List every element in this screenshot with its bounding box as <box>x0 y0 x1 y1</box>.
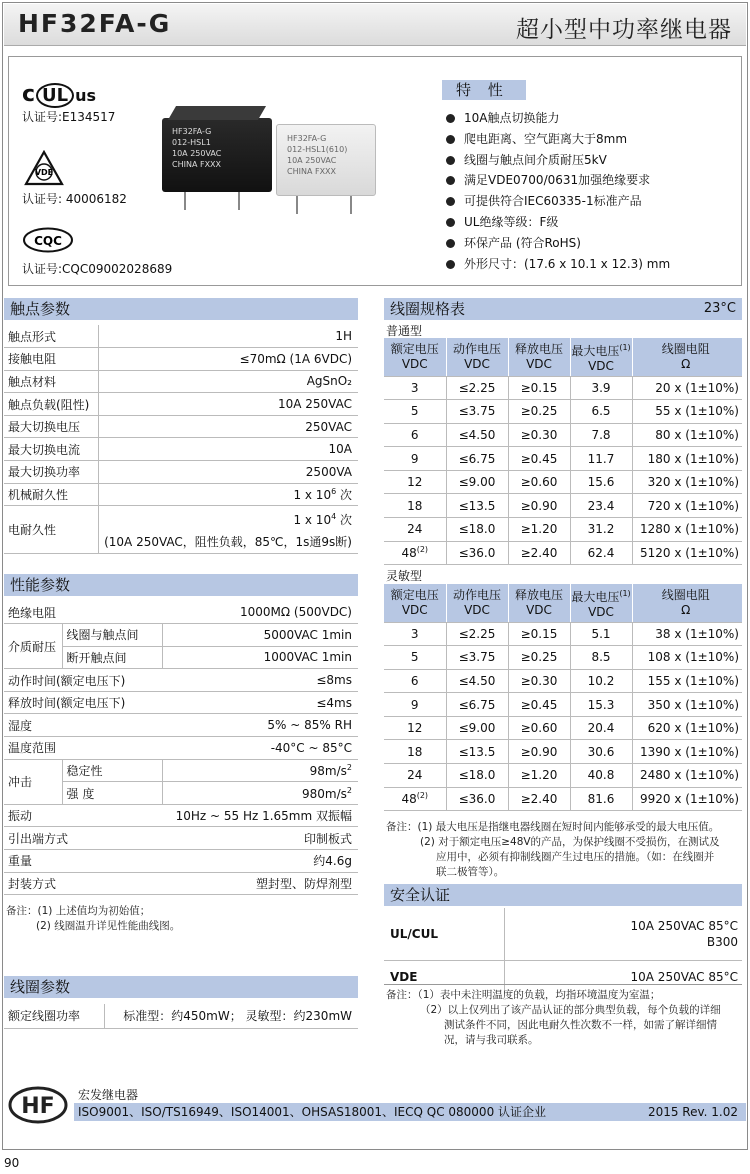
table-cell: 8.5 <box>570 646 632 670</box>
table-cell: ≤13.5 <box>446 494 508 518</box>
svg-text:CQC: CQC <box>34 234 62 248</box>
svg-text:VDE: VDE <box>34 168 54 177</box>
table-cell: ≥0.60 <box>508 470 570 494</box>
table-cell: 24 <box>384 518 446 542</box>
table-cell: ≥0.45 <box>508 447 570 471</box>
table-header-row: 额定电压 VDC 动作电压 VDC 释放电压 VDC 最大电压$^{(1)}$ VDC 线圈电阻 Ω <box>384 584 742 622</box>
table-cell: 12 <box>384 470 446 494</box>
table-row: 最大切换电压 250VAC <box>4 415 358 438</box>
svg-text:HF: HF <box>21 1094 55 1119</box>
table-cell: ≥0.25 <box>508 646 570 670</box>
table-cell: 15.6 <box>570 470 632 494</box>
table-cell: 108 x (1±10%) <box>632 646 742 670</box>
table-cell: ≤18.0 <box>446 764 508 788</box>
table-row: 机械耐久性 1 x $10^6$ 次 <box>4 483 358 506</box>
table-cell: 1280 x (1±10%) <box>632 518 742 542</box>
table-cell: ≤36.0 <box>446 541 508 565</box>
standard-coil-table <box>384 338 742 565</box>
safety-divider <box>384 984 742 985</box>
table-cell: ≥0.25 <box>508 400 570 424</box>
table-cell: 5120 x (1±10%) <box>632 541 742 565</box>
revision: 2015 Rev. 1.02 <box>647 1105 738 1119</box>
table-cell: ≥0.30 <box>508 423 570 447</box>
table-cell: 80 x (1±10%) <box>632 423 742 447</box>
table-cell: ≥0.60 <box>508 716 570 740</box>
table-cell: 7.8 <box>570 423 632 447</box>
table-row <box>384 669 742 693</box>
table-row <box>384 693 742 717</box>
table-cell: 350 x (1±10%) <box>632 693 742 717</box>
table-row <box>384 740 742 764</box>
table-cell: ≤13.5 <box>446 740 508 764</box>
table-row: 接触电阻 ≤70mΩ (1A 6VDC) <box>4 348 358 371</box>
table-cell: 155 x (1±10%) <box>632 669 742 693</box>
footer-cert-bar: ISO9001、ISO/TS16949、ISO14001、OHSAS18001、IECQ QC 080000 认证企业 2015 Rev. 1.02 <box>74 1103 746 1121</box>
table-header-row: 额定电压 VDC 动作电压 VDC 释放电压 VDC 最大电压$^{(1)}$ VDC 线圈电阻 Ω <box>384 338 742 376</box>
table-cell: 6 <box>384 669 446 693</box>
table-row <box>384 376 742 400</box>
table-row <box>384 423 742 447</box>
table-cell: 48$^{(2)}$ <box>384 541 446 565</box>
table-cell: 3.9 <box>570 376 632 400</box>
table-row: 触点形式 1H <box>4 325 358 348</box>
table-row <box>384 470 742 494</box>
ul-logo: c UL us <box>22 82 97 107</box>
safety-table: UL/CUL 10A 250VAC 85°C B300 VDE 10A 250VAC 85°C <box>384 908 742 994</box>
table-cell: ≤9.00 <box>446 716 508 740</box>
table-cell: 1390 x (1±10%) <box>632 740 742 764</box>
relay-white-image: HF32FA-G 012-HSL1(610) 10A 250VAC CHINA FXXX <box>276 124 376 196</box>
feature-item: 满足VDE0700/0631加强绝缘要求 <box>444 170 670 191</box>
table-cell: ≤18.0 <box>446 518 508 542</box>
table-cell: 15.3 <box>570 693 632 717</box>
table-row <box>384 646 742 670</box>
relay-pin <box>184 190 186 210</box>
table-cell: ≤3.75 <box>446 646 508 670</box>
table-row <box>384 541 742 565</box>
table-row <box>384 518 742 542</box>
table-cell: 23.4 <box>570 494 632 518</box>
table-cell: 6.5 <box>570 400 632 424</box>
table-cell: ≥0.90 <box>508 494 570 518</box>
contact-table <box>4 325 358 554</box>
feature-item: 可提供符合IEC60335-1标准产品 <box>444 191 670 212</box>
table-cell: 38 x (1±10%) <box>632 622 742 646</box>
coil-table-notes: 备注：(1) 最大电压是指继电器线圈在短时间内能够承受的最大电压值。 (2) 对于额定电压≥48V的产品，为保护线圈不受损伤，在测试及 应用中，必须有抑制线圈产生过电压的措施。（如：在线圈并 联二极管等）。 <box>386 821 720 878</box>
company-name: 宏发继电器 <box>78 1088 139 1102</box>
features-title: 特 性 <box>442 80 526 100</box>
table-cell: 3 <box>384 622 446 646</box>
coil-table-temp: 23°C <box>703 301 736 316</box>
feature-item: 外形尺寸：(17.6 x 10.1 x 12.3) mm <box>444 254 670 275</box>
table-cell: ≤2.25 <box>446 376 508 400</box>
table-cell: ≥2.40 <box>508 787 570 811</box>
table-cell: 9 <box>384 693 446 717</box>
vde-cert-number: 认证号: 40006182 <box>22 192 127 206</box>
table-row <box>384 400 742 424</box>
table-cell: ≤36.0 <box>446 787 508 811</box>
table-cell: 9 <box>384 447 446 471</box>
standard-type-label: 普通型 <box>386 324 423 338</box>
vde-logo <box>24 150 64 189</box>
table-cell: 30.6 <box>570 740 632 764</box>
table-cell: 11.7 <box>570 447 632 471</box>
table-cell: 9920 x (1±10%) <box>632 787 742 811</box>
table-cell: 62.4 <box>570 541 632 565</box>
feature-item: 线圈与触点间介质耐压5kV <box>444 150 670 171</box>
coil-section-title: 线圈参数 <box>4 976 358 998</box>
table-row: 最大切换电流 10A <box>4 438 358 461</box>
relay-pin <box>238 190 240 210</box>
safety-notes: 备注：（1）表中未注明温度的负载，均指环境温度为室温； （2）以上仅列出了该产品认证的部分典型负载，每个负载的详细 测试条件不同，因此电耐久性次数不一样，如需了解详细情 况，请与我司联系。 <box>386 989 721 1046</box>
table-cell: 24 <box>384 764 446 788</box>
performance-section-title: 性能参数 <box>4 574 358 596</box>
table-row: 电耐久性 1 x $10^4$ 次 (10A 250VAC，阻性负载，85℃，1s通9s断) <box>4 506 358 554</box>
page-number: 90 <box>4 1156 20 1170</box>
table-cell: 5 <box>384 646 446 670</box>
feature-item: 10A触点切换能力 <box>444 108 670 129</box>
table-cell: ≤6.75 <box>446 447 508 471</box>
relay-pin <box>350 194 352 214</box>
table-cell: 55 x (1±10%) <box>632 400 742 424</box>
table-cell: ≥1.20 <box>508 764 570 788</box>
contact-section-title: 触点参数 <box>4 298 358 320</box>
table-cell: ≤6.75 <box>446 693 508 717</box>
table-row <box>384 494 742 518</box>
table-cell: 3 <box>384 376 446 400</box>
table-cell: ≥0.15 <box>508 376 570 400</box>
company-logo <box>8 1086 68 1124</box>
table-cell: 180 x (1±10%) <box>632 447 742 471</box>
table-cell: ≤3.75 <box>446 400 508 424</box>
table-cell: ≥0.45 <box>508 693 570 717</box>
sensitive-coil-table <box>384 584 742 811</box>
table-cell: 20 x (1±10%) <box>632 376 742 400</box>
relay-pin <box>296 194 298 214</box>
ul-cert-number: 认证号:E134517 <box>22 110 116 124</box>
coil-power-table: 额定线圈功率 标准型：约450mW； 灵敏型：约230mW <box>4 1004 358 1029</box>
page-header <box>4 4 746 46</box>
table-cell: 6 <box>384 423 446 447</box>
table-cell: 620 x (1±10%) <box>632 716 742 740</box>
table-cell: 48$^{(2)}$ <box>384 787 446 811</box>
table-cell: 10.2 <box>570 669 632 693</box>
table-cell: 81.6 <box>570 787 632 811</box>
features-list <box>444 108 670 274</box>
table-cell: 18 <box>384 494 446 518</box>
performance-notes: 备注：(1) 上述值均为初始值； (2) 线圈温升详见性能曲线图。 <box>6 905 181 932</box>
relay-black-image: HF32FA-G 012-HSL1 10A 250VAC CHINA FXXX <box>162 118 272 192</box>
table-row: 触点负载(阻性) 10A 250VAC <box>4 393 358 416</box>
table-cell: 31.2 <box>570 518 632 542</box>
table-cell: ≤9.00 <box>446 470 508 494</box>
table-row: 触点材料 AgSnO₂ <box>4 370 358 393</box>
cqc-cert-number: 认证号:CQC09002028689 <box>22 262 173 276</box>
table-cell: 18 <box>384 740 446 764</box>
product-model: HF32FA-G <box>18 9 172 38</box>
table-row <box>384 447 742 471</box>
table-cell: ≥0.90 <box>508 740 570 764</box>
table-cell: ≥2.40 <box>508 541 570 565</box>
feature-item: 爬电距离、空气距离大于8mm <box>444 129 670 150</box>
table-cell: 320 x (1±10%) <box>632 470 742 494</box>
table-cell: 12 <box>384 716 446 740</box>
coil-table-title: 线圈规格表 23°C <box>384 298 742 320</box>
table-cell: 720 x (1±10%) <box>632 494 742 518</box>
cqc-logo <box>22 227 74 256</box>
product-title: 超小型中功率继电器 <box>516 17 732 43</box>
table-cell: ≤4.50 <box>446 669 508 693</box>
table-cell: ≤4.50 <box>446 423 508 447</box>
table-cell: ≥1.20 <box>508 518 570 542</box>
table-cell: 5 <box>384 400 446 424</box>
table-row <box>384 716 742 740</box>
sensitive-type-label: 灵敏型 <box>386 569 423 583</box>
table-row: 最大切换功率 2500VA <box>4 461 358 484</box>
safety-section-title: 安全认证 <box>384 884 742 906</box>
table-cell: 40.8 <box>570 764 632 788</box>
feature-item: UL绝缘等级：F级 <box>444 212 670 233</box>
table-row <box>384 787 742 811</box>
table-row <box>384 764 742 788</box>
table-cell: 2480 x (1±10%) <box>632 764 742 788</box>
feature-item: 环保产品 (符合RoHS) <box>444 233 670 254</box>
table-cell: 5.1 <box>570 622 632 646</box>
performance-table: 绝缘电阻 1000MΩ (500VDC) 介质耐压 线圈与触点间 5000VAC 1min 断开触点间 1000VAC 1min 动作时间(额定电压下) ≤8ms 释放时间(额定电压下) ≤4ms 湿度 5% ~ 85% RH 温度范围 -40°C ~ 85°C 冲击 稳定性 $98m/s^2$ 强 度 $980m/s^2$ 振动 10Hz ~ 55 Hz 1.65mm 双振幅 引出端方式 印制板式 重量 约4.6g 封装方式 塑封型、防焊剂型 <box>4 601 358 895</box>
table-row <box>384 622 742 646</box>
table-cell: 20.4 <box>570 716 632 740</box>
table-cell: ≤2.25 <box>446 622 508 646</box>
table-cell: ≥0.15 <box>508 622 570 646</box>
table-cell: ≥0.30 <box>508 669 570 693</box>
